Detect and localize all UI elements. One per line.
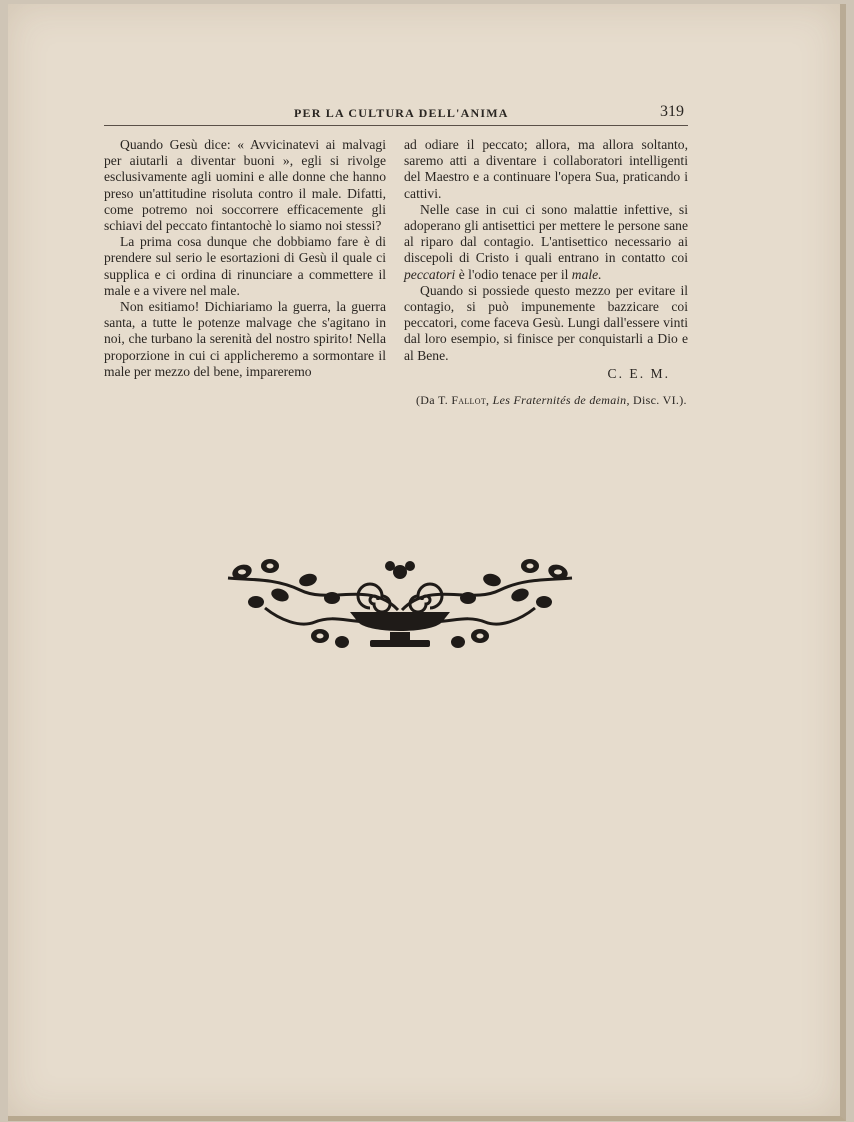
author-initials: C. E. M. bbox=[607, 365, 670, 381]
running-title: PER LA CULTURA DELL'ANIMA bbox=[294, 106, 509, 120]
paragraph: Quando Gesù dice: « Avvicinatevi ai malvagi per aiutarli a diventar buoni », egli si rivolge esclusivamente agli uomini e alle donne che hanno preso un'attitudine risoluta contro il male. Difatti, come potremo noi soccorrere efficacemente gli schiavi del peccato fintantochè lo siamo noi stessi? bbox=[104, 137, 386, 234]
paragraph: Non esitiamo! Dichiariamo la guerra, la guerra santa, a tutte le potenze malvage che s'agitano in noi, che turbano la serenità del nostro spirito! Nella proporzione in cui ci applicheremo a sormontare il male per mezzo del bene, impareremo bbox=[104, 299, 386, 379]
left-column bbox=[104, 137, 386, 380]
paragraph: Quando si possiede questo mezzo per evitare il contagio, si può impunemente bazzicare coi peccatori, come faceva Gesù. Lungi dall'essere vinti dal loro esempio, si finisce per conquistarli a Dio e al Bene. bbox=[404, 282, 688, 363]
page-number: 319 bbox=[660, 103, 684, 120]
citation-part: , bbox=[486, 393, 493, 408]
text-run: è l'odio tenace per il bbox=[455, 266, 572, 282]
citation-part: (Da T. bbox=[416, 393, 452, 408]
italic-word: peccatori bbox=[404, 266, 456, 282]
running-header bbox=[104, 103, 688, 126]
citation-author: Fallot bbox=[451, 393, 487, 408]
italic-word: male. bbox=[571, 266, 602, 282]
citation-work: Les Fraternités de demain, bbox=[492, 393, 630, 408]
book-page bbox=[8, 4, 846, 1121]
text-run: Nelle case in cui ci sono malattie infettive, si adoperano gli antisettici per mettere le persone sane al riparo dal contagio. L'antisettico necessario ai discepoli di Cristo i quali entrano in contatto coi bbox=[404, 201, 688, 266]
paragraph bbox=[404, 202, 688, 283]
paragraph: La prima cosa dunque che dobbiamo fare è di prendere sul serio le esortazioni di Gesù il quale ci supplica e ci ordina di rinunciare a commettere il male e a vivere nel male. bbox=[104, 234, 386, 298]
right-column bbox=[404, 137, 688, 408]
paragraph: ad odiare il peccato; allora, ma allora soltanto, saremo atti a diventare i collaboratori intelligenti del Maestro e a continuare l'opera Sua, praticando i cattivi. bbox=[404, 137, 688, 201]
floral-vase-ornament-icon bbox=[220, 550, 580, 654]
citation-part: Disc. VI.). bbox=[629, 393, 687, 408]
source-citation bbox=[404, 392, 688, 408]
